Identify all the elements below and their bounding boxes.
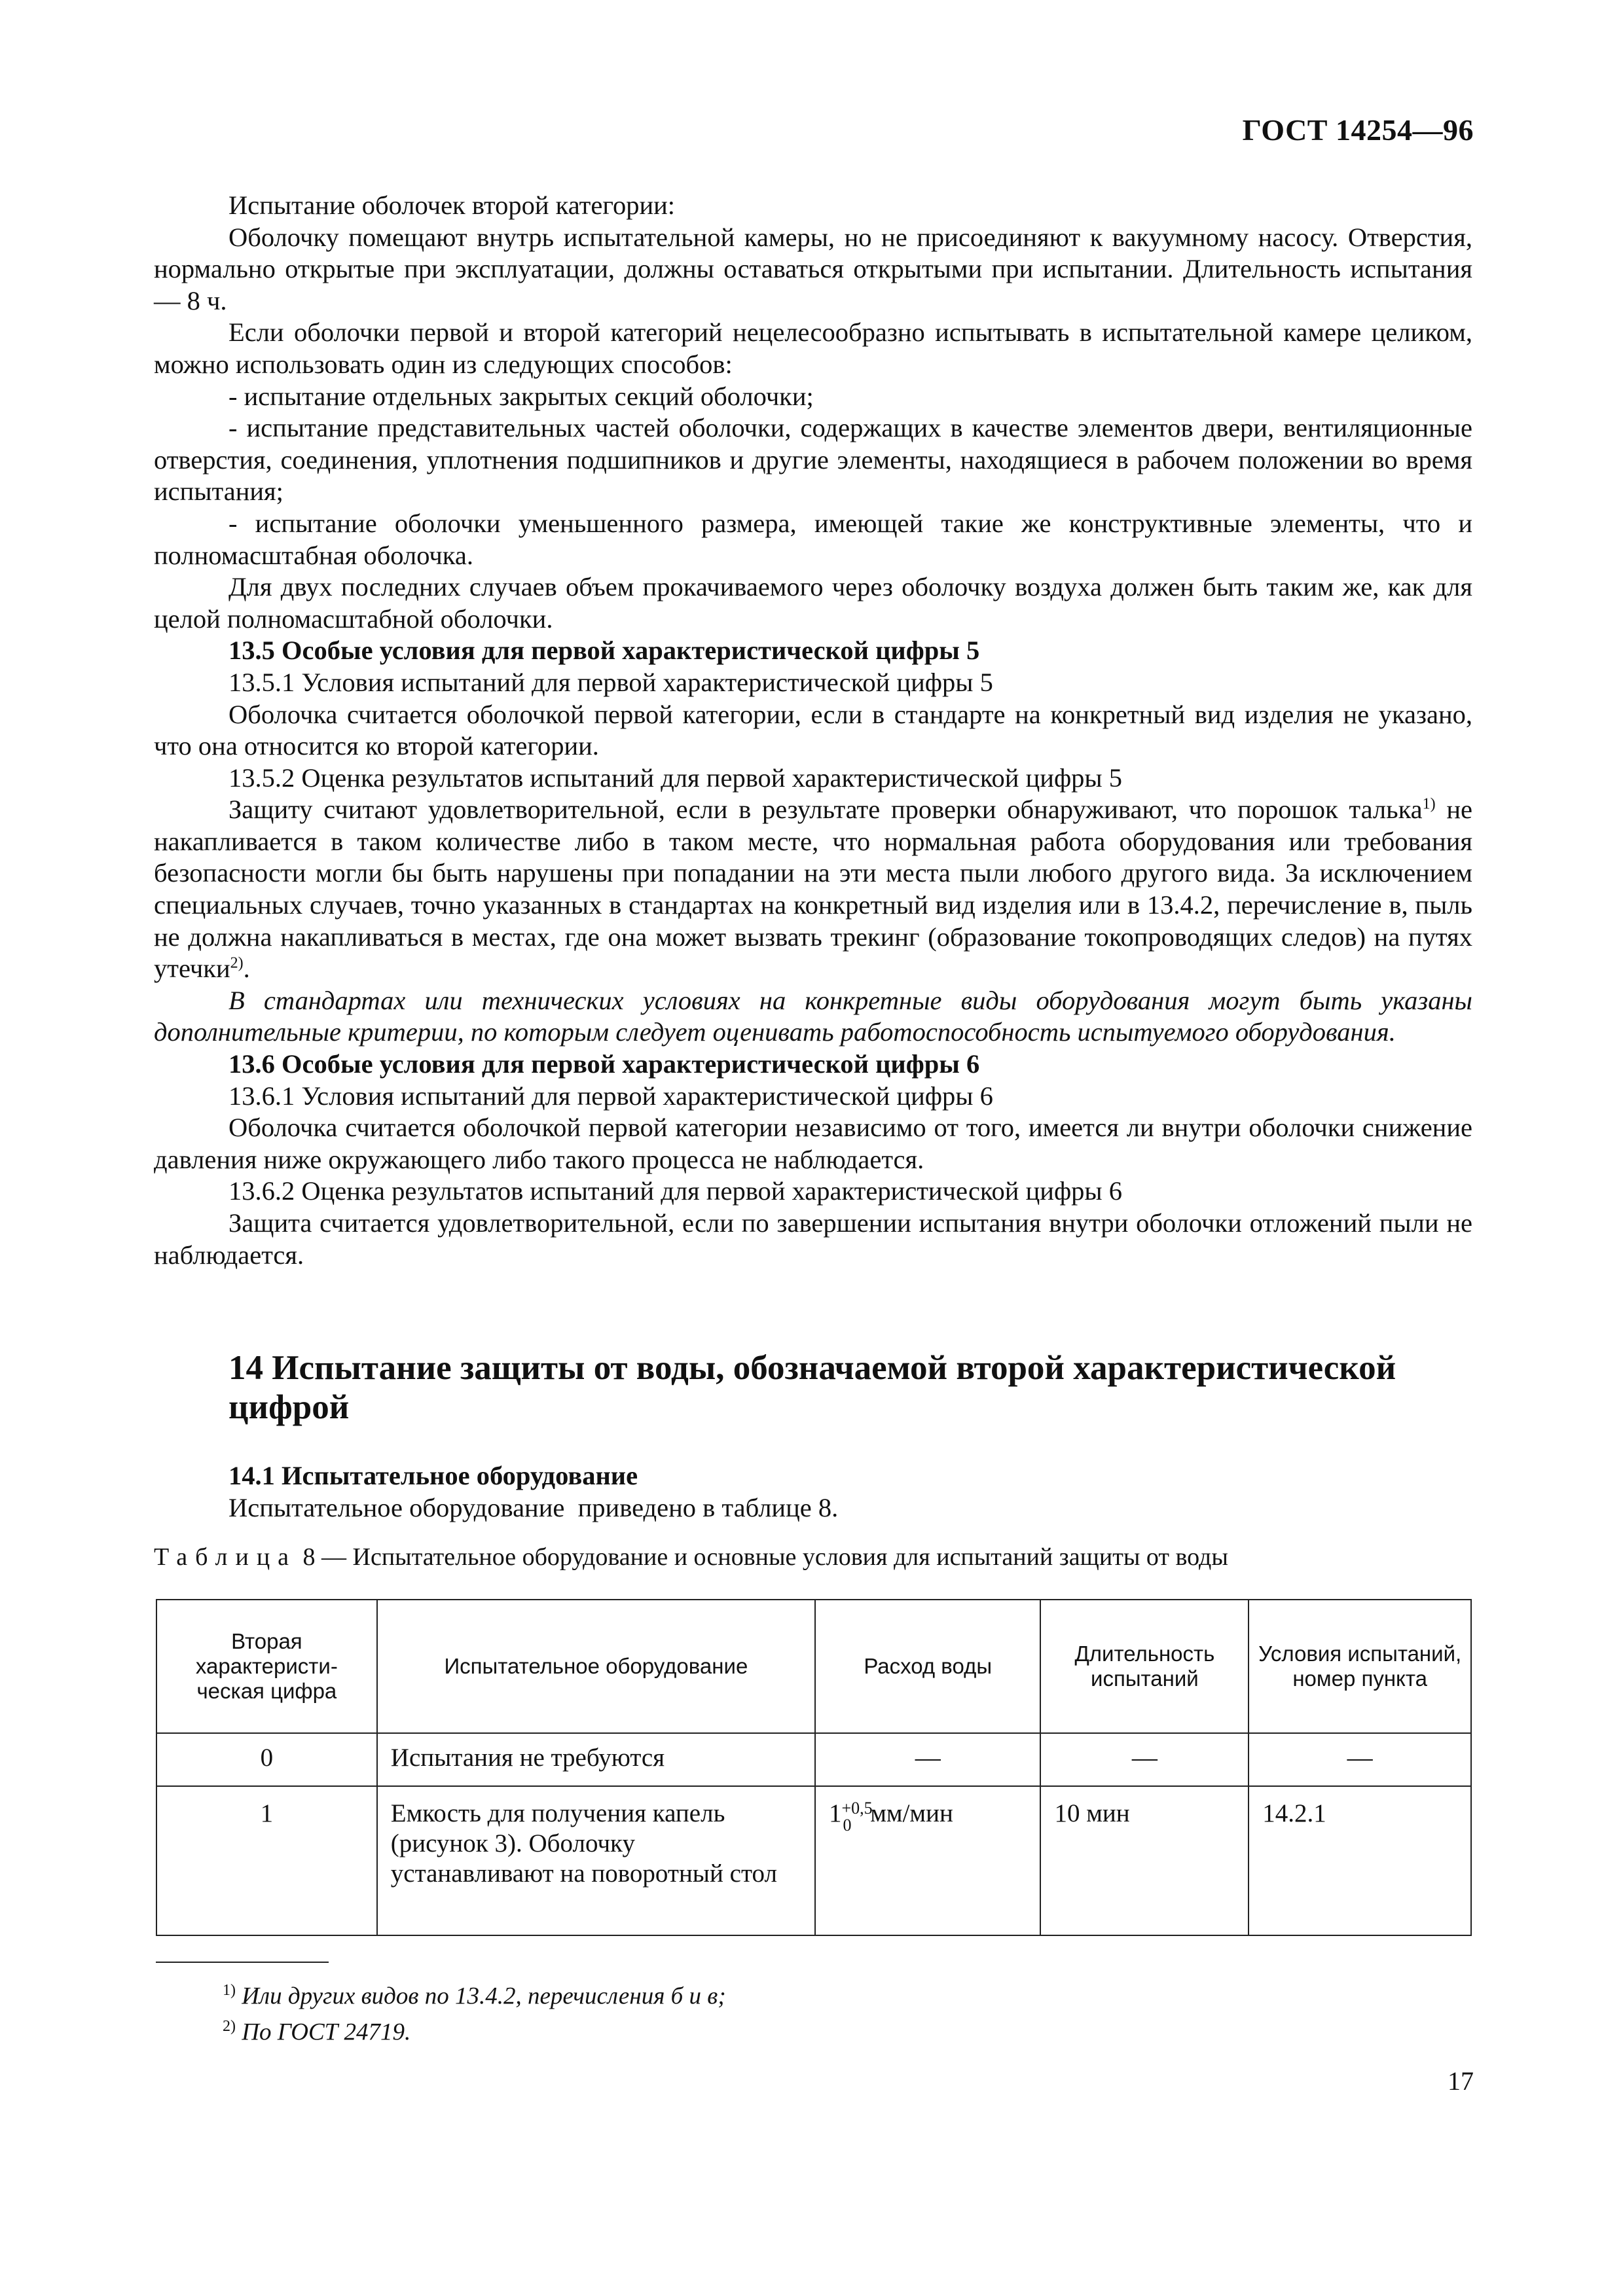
footnote-mark: 1) [223,1982,236,1999]
list-item: - испытание представительных частей оболочки, содержащих в качестве элементов двери, вентиляционные отверстия, соединения, уплотнения подшипников и другие элементы, находящиеся в рабочем положении во время испытания; [154,413,1472,507]
note-paragraph: В стандартах или технических условиях на конкретные виды оборудования могут быть указаны дополнительные критерии, по которым следует оценивать работоспособность испытуемого оборудования. [154,985,1472,1047]
table-row [156,1733,1471,1786]
flow-value: 1 [828,1799,842,1827]
footnote [223,1975,726,2011]
page-number: 17 [1448,2066,1474,2096]
table-cell: 10 мин [1040,1786,1249,1935]
table-header-row [156,1600,1471,1733]
table-caption-text: 8 — Испытательное оборудование и основные условия для испытаний защиты от воды [297,1543,1228,1571]
footnote-separator [156,1962,329,1963]
paragraph: Испытание оболочек второй категории: [228,190,676,220]
paragraph: Оболочка считается оболочкой первой категории независимо от того, имеется ли внутри оболочки снижение давления ниже окружающего либо такого процесса не наблюдается. [154,1113,1472,1174]
flow-unit: мм/мин [870,1799,953,1827]
flow-tolerance [841,1799,873,1835]
section-title: 14 Испытание защиты от воды, обозначаемой второй характеристической цифрой [228,1349,1396,1426]
subsection-text: Испытательное оборудование приведено в таблице 8. [228,1492,839,1522]
table-cell: — [1040,1733,1249,1786]
paragraph-text: . [243,954,250,984]
footnote-ref: 1) [1422,795,1436,813]
body-text [154,190,1472,1271]
clause-heading: 13.6.2 Оценка результатов испытаний для первой характеристической цифры 6 [228,1176,1123,1206]
footnote-text: По ГОСТ 24719. [242,2018,411,2046]
column-header: Длительность испытаний [1040,1600,1249,1733]
footnote-mark: 2) [223,2018,236,2036]
subsection-14-1 [228,1460,838,1524]
clause-heading: 13.5.2 Оценка результатов испытаний для первой характеристической цифры 5 [228,762,1123,793]
paragraph: Защита считается удовлетворительной, если по завершении испытания внутри оболочки отложений пыли не наблюдается. [154,1208,1472,1270]
table-cell: — [1249,1733,1471,1786]
tolerance-upper: +0,5 [841,1799,873,1818]
table-cell: 0 [156,1733,377,1786]
subsection-heading: 14.1 Испытательное оборудование [228,1461,638,1490]
table-caption-label: Таблица [154,1543,297,1571]
table-row [156,1786,1471,1935]
paragraph: Оболочка считается оболочкой первой категории, если в стандарте на конкретный вид изделия не указано, что она относится ко второй категории. [154,699,1472,761]
list-item: - испытание оболочки уменьшенного размера, имеющей такие же конструктивные элементы, что и полномасштабная оболочка. [154,508,1472,570]
paragraph: Если оболочки первой и второй категорий нецелесообразно испытывать в испытательной камере целиком, можно использовать один из следующих способов: [154,317,1472,379]
table-cell [815,1786,1041,1935]
table-caption [154,1543,1228,1571]
table-cell: — [815,1733,1041,1786]
table-cell: 14.2.1 [1249,1786,1471,1935]
paragraph: Оболочку помещают внутрь испытательной камеры, но не присоединяют к вакуумному насосу. Отверстия, нормально открытые при эксплуатации, должны оставаться открытыми при испытании. Длительность испытания — 8 ч. [154,222,1472,315]
document-header: ГОСТ 14254—96 [1242,113,1474,147]
footnotes [223,1975,726,2048]
clause-heading: 13.5.1 Условия испытаний для первой характеристической цифры 5 [228,667,993,697]
test-equipment-table [156,1599,1472,1936]
paragraph-text: не накапливается в таком количестве либо в таком месте, что нормальная работа оборудования или требования безопасности могли бы быть нарушены при попадании на эти места пыли любого другого вида. За исключением специальных случаев, точно указанных в стандартах на конкретный вид изделия или в 13.4.2, перечисление в, пыль не должна накапливаться в местах, где она может вызвать трекинг (образование токопроводящих следов) на путях утечки [154,795,1472,984]
tolerance-lower: 0 [843,1816,852,1835]
paragraph-text: Защиту считают удовлетворительной, если в результате проверки обнаруживают, что порошок талька [228,795,1423,825]
list-item: - испытание отдельных закрытых секций оболочки; [228,381,814,411]
footnote-ref: 2) [230,954,244,972]
column-header: Условия испытаний, номер пункта [1249,1600,1471,1733]
subsection-heading: 13.5 Особые условия для первой характеристической цифры 5 [228,636,980,666]
paragraph [154,794,1472,985]
footnote [223,2011,726,2047]
subsection-heading: 13.6 Особые условия для первой характеристической цифры 6 [228,1049,980,1079]
table-cell: 1 [156,1786,377,1935]
column-header: Вторая характеристи-ческая цифра [156,1600,377,1733]
paragraph: Для двух последних случаев объем прокачиваемого через оболочку воздуха должен быть таким же, как для целой полномасштабной оболочки. [154,572,1472,634]
table-cell: Емкость для получения капель (рисунок 3). Оболочку устанавливают на поворотный стол [377,1786,815,1935]
clause-heading: 13.6.1 Условия испытаний для первой характеристической цифры 6 [228,1081,993,1111]
column-header: Расход воды [815,1600,1041,1733]
column-header: Испытательное оборудование [377,1600,815,1733]
table-cell: Испытания не требуются [377,1733,815,1786]
footnote-text: Или других видов по 13.4.2, перечисления б и в; [242,1982,726,2010]
